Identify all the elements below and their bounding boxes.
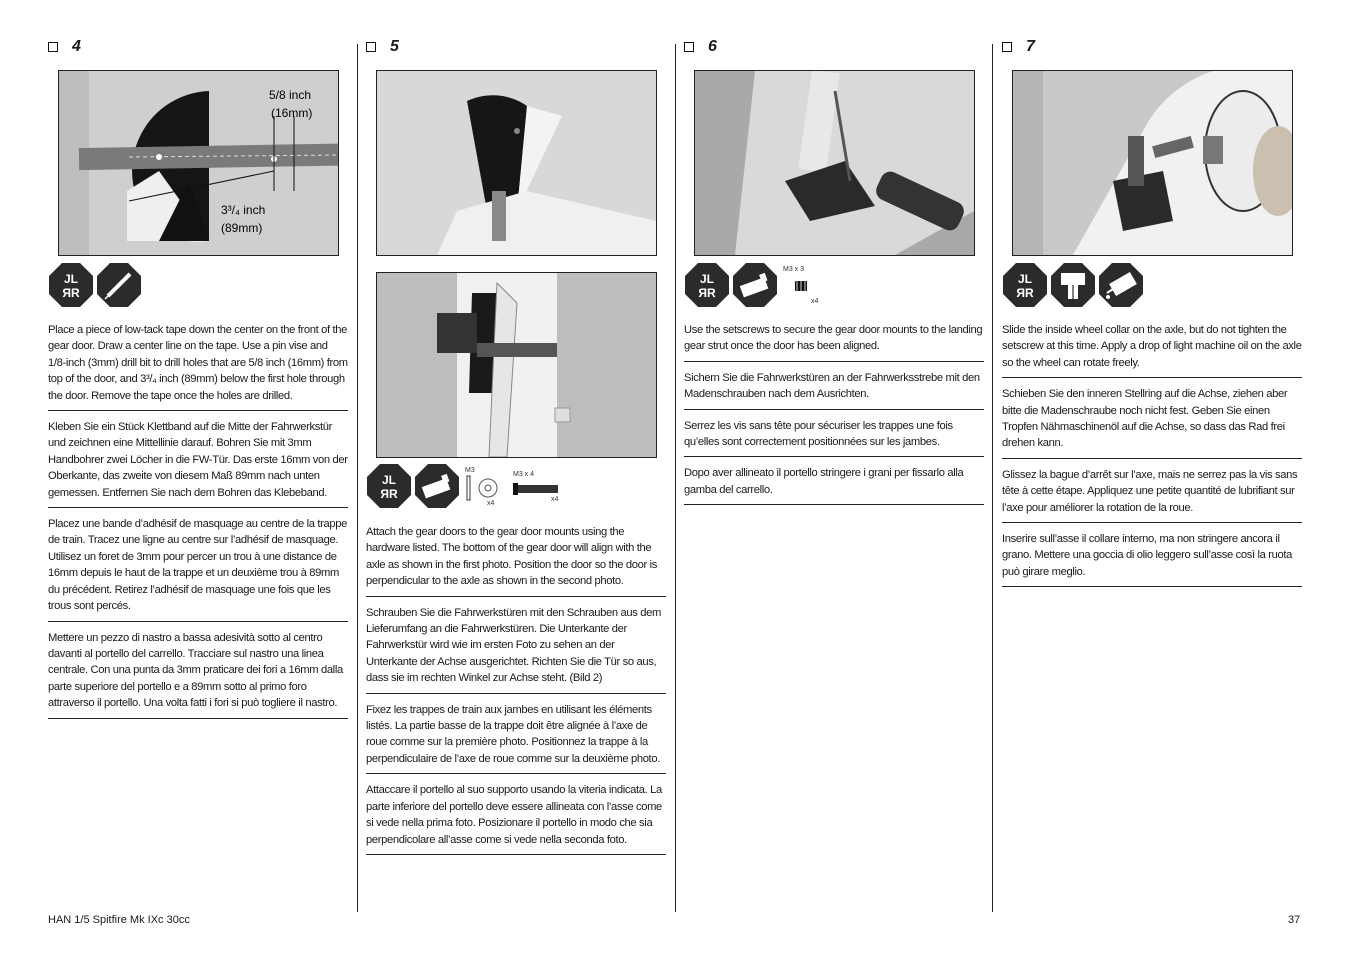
hardware-icons [463,464,573,508]
gear-door-aligned-photo [377,273,656,457]
paragraph-it: Mettere un pezzo di nastro a bassa adesività sotto al centro davanti al portello del carrello. Tracciare sul nastro una linea centrale. Con una punta da 3mm praticare dei fori a 16mm dalla parte superiore del portello e a 89mm sotto al primo foro attraverso il portello. Una volta fatti i fori si può togliere il nastro. [48,628,348,719]
checkbox-icon[interactable] [684,42,694,52]
pin-vise-icon [97,263,141,307]
hardware-label: M3 [465,467,475,474]
measurement-label: 3³/₄ inch [221,203,266,217]
step-6-tool-icons [685,263,841,307]
step-5-photo-1 [376,70,657,256]
svg-text:JL: JL [1017,272,1033,286]
svg-text:ЯR: ЯR [62,286,80,300]
paragraph-de: Kleben Sie ein Stück Klettband auf die Mitte der Fahrwerkstür und zeichnen eine Mittellinie darauf. Bohren Sie mit 3mm Handbohrer zwei Löcher in die FW-Tür. Das erste 16mm von der Oberkante, das zweite von diesem Maß 89mm nach unten gemessen. Entfernen Sie nach dem Bohren das Klebeband. [48,417,348,508]
page-number: 37 [1288,914,1301,926]
step-4-photo [58,70,339,256]
pair-icon [49,263,93,307]
hardware-qty: x4 [551,496,559,503]
step-4-column [48,36,348,58]
step-4-text [48,320,348,725]
svg-text:ЯR: ЯR [380,487,398,501]
step-number: 5 [390,38,399,55]
hardware-icons [781,263,841,307]
column-divider [992,44,993,912]
checkbox-icon[interactable] [366,42,376,52]
paragraph-de: Schrauben Sie die Fahrwerkstüren mit den Schrauben aus dem Lieferumfang an die Fahrwerkstüren. Die Unterkante der Fahrwerkstür wird wie im ersten Foto zu sehen an der Unterkante der Achse ausgerichtet. Richten Sie die Tür so aus, dass sie im rechten Winkel zur Achse steht. (Bild 2) [366,603,666,694]
setscrew-tightening-photo [695,71,974,255]
oil-axle-photo [1013,71,1292,255]
checkbox-icon[interactable] [1002,42,1012,52]
step-7-text [1002,320,1302,593]
pair-icon [1003,263,1047,307]
paragraph-en: Attach the gear doors to the gear door mounts using the hardware listed. The bottom of the gear door will align with the axle as shown in the first photo. Position the door so the door is perpendicular to the axle as shown in the second photo. [366,522,666,597]
measurement-label: (16mm) [271,106,313,120]
hardware-label: M3 x 4 [513,471,535,478]
paragraph-de: Sichern Sie die Fahrwerkstüren an der Fahrwerksstrebe mit den Madenschrauben nach dem Ausrichten. [684,368,984,410]
gear-door-mount-photo [377,71,656,255]
step-6-column [684,36,984,58]
paragraph-fr: Serrez les vis sans tête pour sécuriser les trappes une fois qu’elles sont correctement positionnées sur les jambes. [684,416,984,458]
step-header [684,36,984,58]
step-number: 7 [1026,38,1035,55]
step-7-photo [1012,70,1293,256]
step-5-text [366,522,666,861]
svg-text:JL: JL [381,473,397,487]
step-5-tool-icons [367,464,573,508]
step-5-photo-2 [376,272,657,458]
hardware-qty: x4 [487,500,495,507]
footer-title: HAN 1/5 Spitfire Mk IXc 30cc [48,914,190,926]
step-4-tool-icons [49,263,145,307]
step-6-text [684,320,984,511]
paragraph-en: Place a piece of low-tack tape down the center on the front of the gear door. Draw a center line on the tape. Use a pin vise and 1/8-inch (3mm) drill bit to drill holes that are 5/8 inch (16mm) from top of the door, and 3³/₄ inch (89mm) below the first hole through the door. Remove the tape once the holes are drilled. [48,320,348,411]
paragraph-en: Use the setscrews to secure the gear door mounts to the landing gear strut once the door has been aligned. [684,320,984,362]
paragraph-fr: Glissez la bague d’arrêt sur l’axe, mais ne serrez pas la vis sans tête à cette étape. Appliquez une petite quantité de lubrifiant sur l’axe pour améliorer la rotation de la roue. [1002,465,1302,523]
step-number: 4 [72,38,81,55]
hardware-qty: x4 [811,298,819,305]
threadlock-icon [733,263,777,307]
measurement-label: (89mm) [221,221,263,235]
paragraph-fr: Fixez les trappes de train aux jambes en utilisant les éléments listés. La partie basse de la trappe doit être alignée à l’axe de roue comme sur la première photo. Positionnez la trappe à la perpendiculaire de l’axe de roue comme sur la deuxième photo. [366,700,666,775]
paragraph-de: Schieben Sie den inneren Stellring auf die Achse, ziehen aber bitte die Madenschraube noch nicht fest. Geben Sie einen Tropfen Nähmaschinenöl auf die Achse, so dass das Rad frei drehen kann. [1002,384,1302,459]
step-header [1002,36,1302,58]
step-header [366,36,666,58]
paragraph-en: Slide the inside wheel collar on the axle, but do not tighten the setscrew at this time. Apply a drop of light machine oil on the axle so the wheel can rotate freely. [1002,320,1302,378]
oil-bottle-icon [1099,263,1143,307]
svg-text:ЯR: ЯR [698,286,716,300]
step-5-column [366,36,666,58]
svg-text:JL: JL [63,272,79,286]
step-6-photo [694,70,975,256]
hardware-label: M3 x 3 [783,266,805,273]
measurement-label: 5/8 inch [269,88,312,102]
threadlock-icon [415,464,459,508]
step-7-column [1002,36,1302,58]
hex-wrench-icon [1051,263,1095,307]
paragraph-fr: Placez une bande d’adhésif de masquage au centre de la trappe de train. Tracez une ligne au centre sur l’adhésif de masquage. Utilisez un foret de 3mm pour percer un trou à une distance de 16mm depuis le haut de la trappe et un deuxième trou à 89mm du précédent. Retirez l’adhésif de masquage une fois que les trous sont percés. [48,514,348,621]
paragraph-it: Dopo aver allineato il portello stringere i grani per fissarlo alla gamba del carrello. [684,463,984,505]
gear-door-tape-photo [59,71,338,255]
column-divider [675,44,676,912]
svg-text:JL: JL [699,272,715,286]
pair-icon [685,263,729,307]
checkbox-icon[interactable] [48,42,58,52]
paragraph-it: Inserire sull’asse il collare interno, ma non stringere ancora il grano. Mettere una goccia di olio leggero sull’asse così la ruota può girare meglio. [1002,529,1302,587]
paragraph-it: Attaccare il portello al suo supporto usando la viteria indicata. La parte inferiore del portello deve essere allineata con l’asse come si vede nella prima foto. Posizionare il portello in modo che sia perpendicolare all’asse come si vede nella seconda foto. [366,780,666,855]
pair-icon [367,464,411,508]
column-divider [357,44,358,912]
svg-text:ЯR: ЯR [1016,286,1034,300]
step-number: 6 [708,38,717,55]
step-header [48,36,348,58]
step-7-tool-icons [1003,263,1147,307]
